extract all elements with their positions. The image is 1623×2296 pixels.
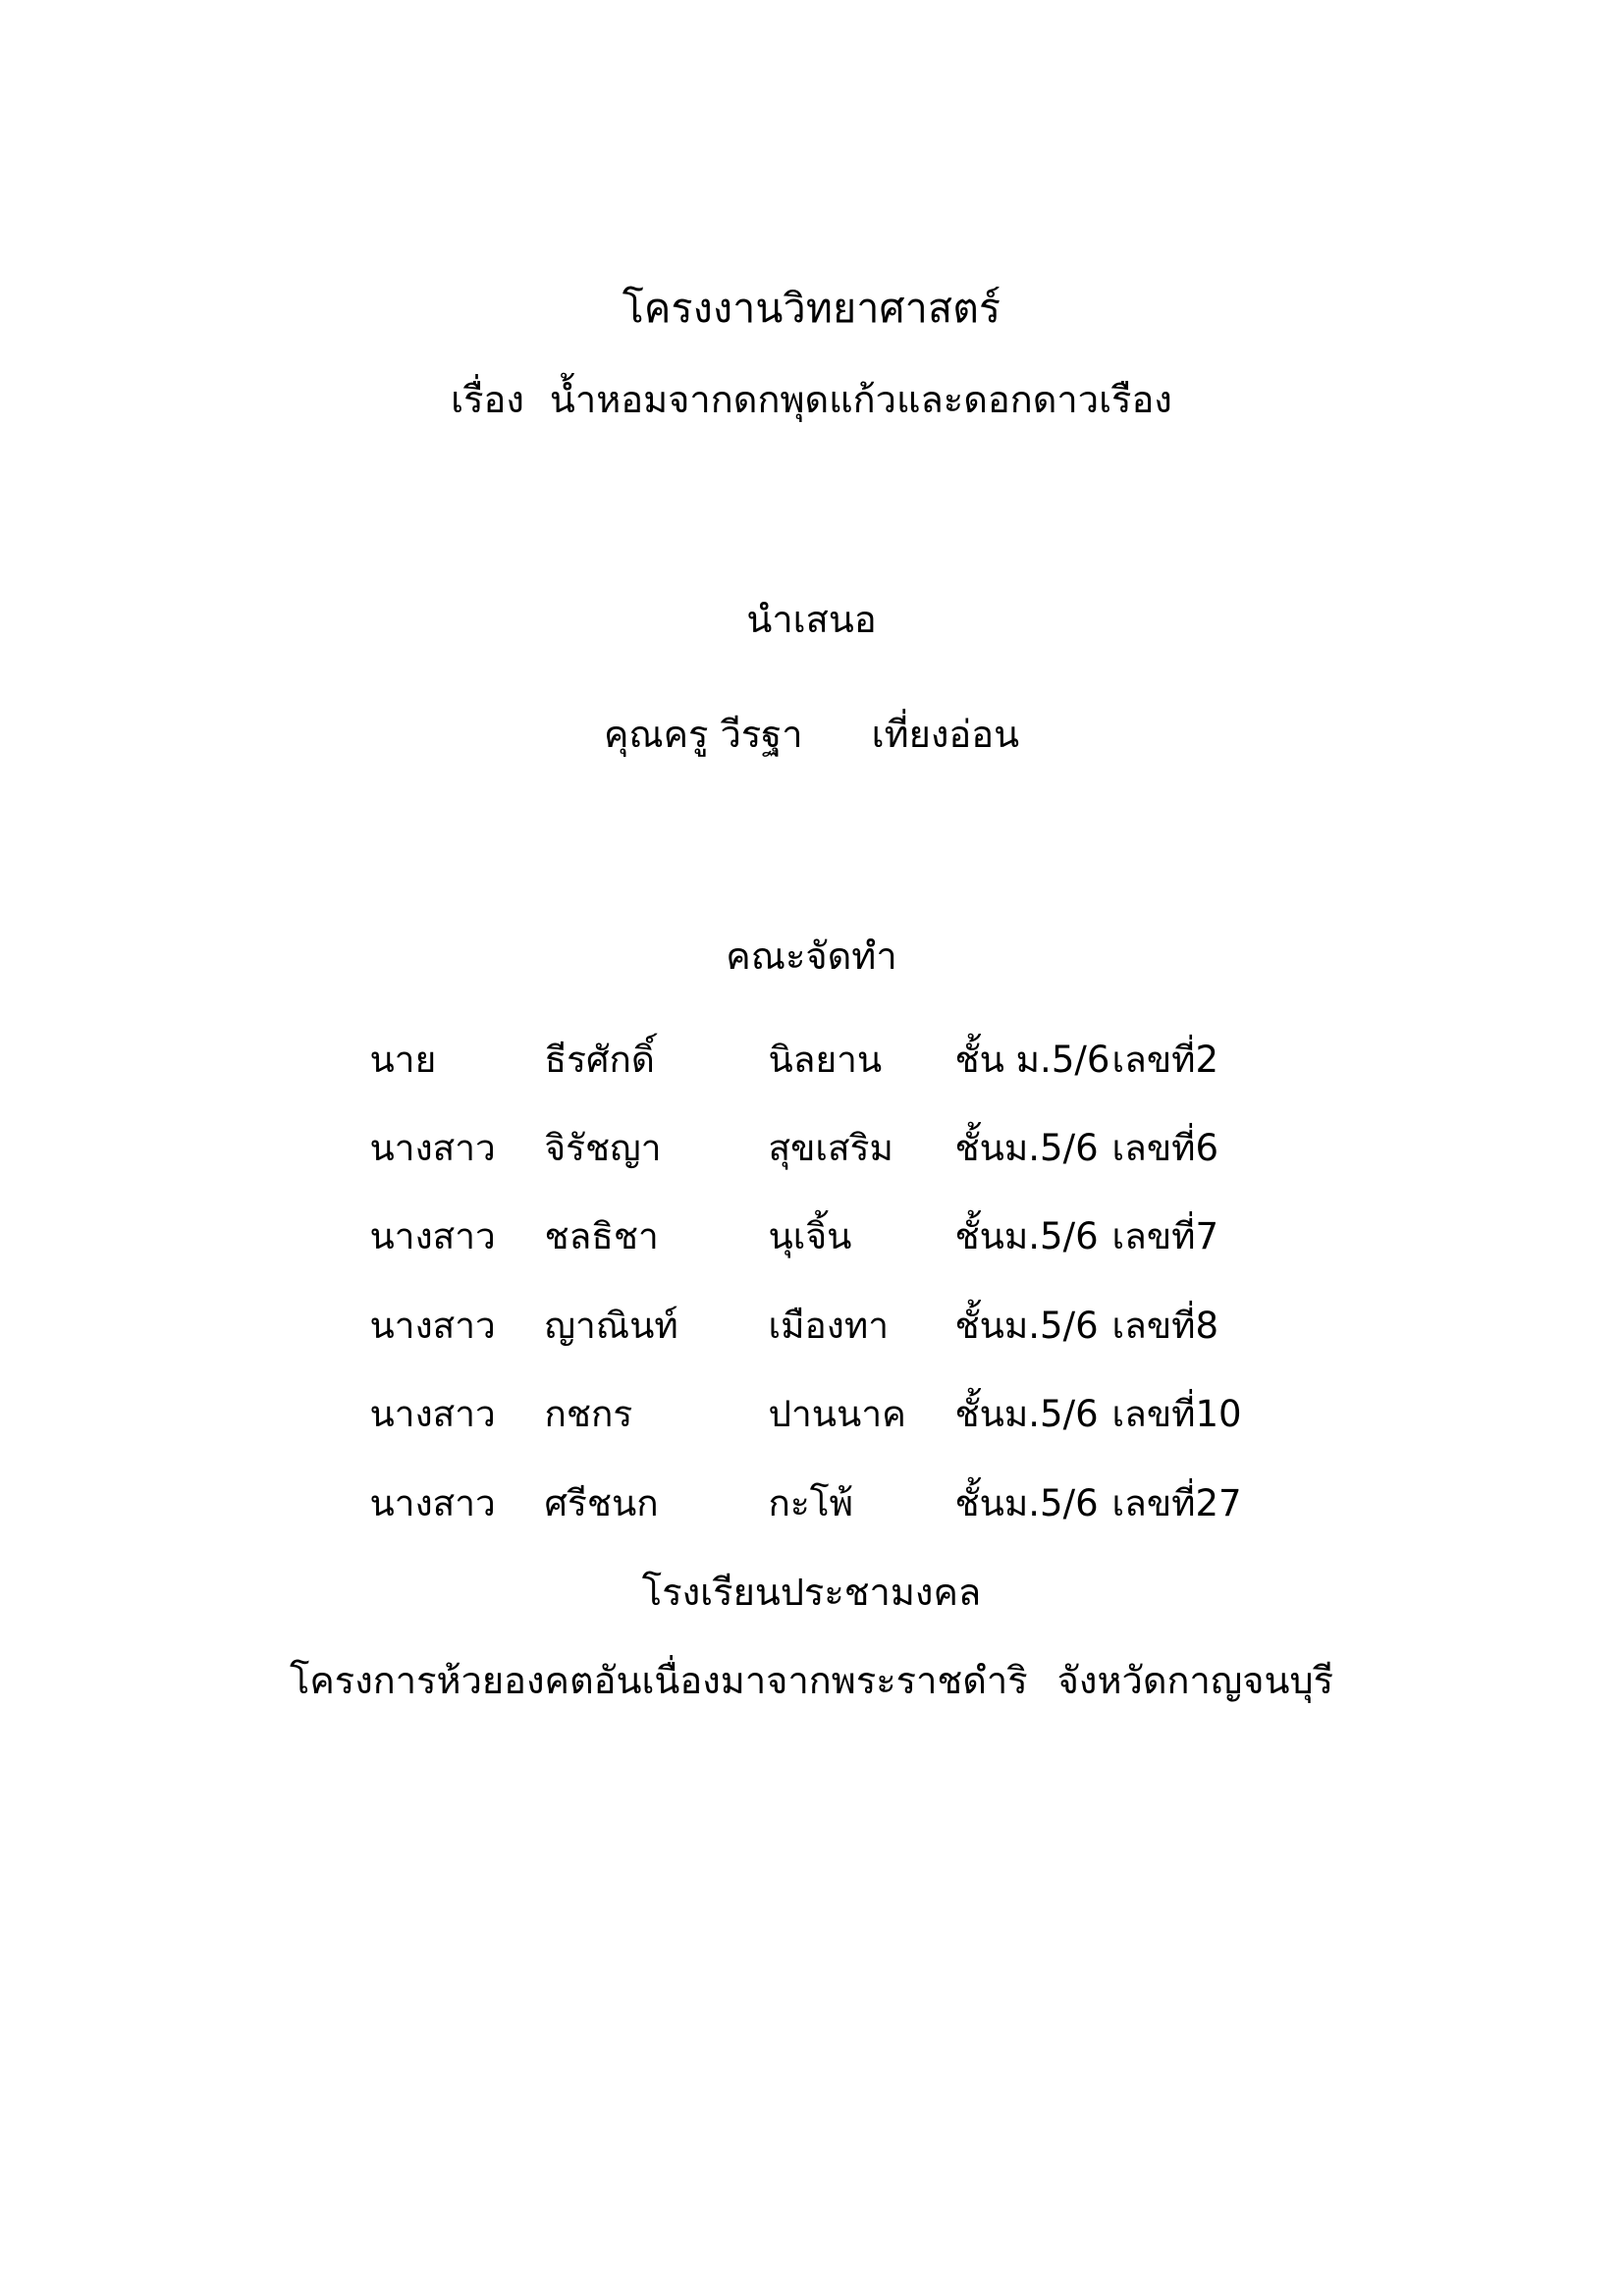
member-title: นางสาว [369, 1215, 496, 1258]
member-number: เลขที่27 [1111, 1481, 1242, 1524]
member-title: นางสาว [369, 1304, 496, 1347]
member-classroom: ชั้นม.5/6 [954, 1126, 1099, 1169]
member-title: นางสาว [369, 1481, 496, 1524]
team-label: คณะจัดทำ [726, 934, 897, 978]
member-number: เลขที่10 [1111, 1393, 1242, 1436]
member-firstname: ชลธิชา [544, 1215, 659, 1258]
member-classroom: ชั้นม.5/6 [954, 1481, 1099, 1524]
member-number: เลขที่8 [1111, 1304, 1219, 1347]
list-item [370, 1393, 1254, 1436]
member-lastname: นิลยาน [768, 1038, 883, 1081]
project-location-line [0, 1659, 1623, 1704]
member-lastname: ปานนาค [768, 1393, 906, 1436]
project-name: โครงการห้วยองคตอันเนื่องมาจากพระราชดำริ [289, 1658, 1028, 1702]
member-title: นางสาว [369, 1126, 496, 1169]
member-number: เลขที่2 [1111, 1038, 1219, 1081]
list-item [370, 1039, 1254, 1082]
member-list [370, 1039, 1254, 1525]
teacher-lastname: เที่ยงอ่อน [871, 713, 1020, 757]
member-firstname: ธีรศักดิ์ [544, 1038, 655, 1081]
list-item [370, 1215, 1254, 1258]
member-classroom: ชั้นม.5/6 [954, 1215, 1099, 1258]
presented-to-label: นำเสนอ [746, 597, 877, 641]
page-title: โครงงานวิทยาศาสตร์ [622, 285, 1001, 332]
list-item [370, 1482, 1254, 1525]
member-classroom: ชั้นม.5/6 [954, 1393, 1099, 1436]
member-classroom: ชั้นม.5/6 [954, 1304, 1099, 1347]
member-number: เลขที่7 [1111, 1215, 1219, 1258]
member-firstname: จิรัชญา [544, 1126, 662, 1169]
member-lastname: กะโพ้ [768, 1481, 854, 1524]
vertical-spacer [0, 423, 1623, 598]
member-firstname: กชกร [544, 1393, 633, 1436]
list-item [370, 1127, 1254, 1170]
member-lastname: เมืองทา [768, 1304, 889, 1347]
member-number: เลขที่6 [1111, 1126, 1219, 1169]
member-title: นางสาว [369, 1393, 496, 1436]
member-lastname: สุขเสริม [768, 1126, 893, 1169]
member-classroom: ชั้น ม.5/6 [954, 1038, 1110, 1081]
teacher-name: คุณครู วีรฐา [603, 713, 803, 757]
member-firstname: ศรีชนก [544, 1481, 659, 1524]
subject-line [0, 378, 1623, 423]
province-name: จังหวัดกาญจนบุรี [1056, 1658, 1334, 1702]
subject-value: น้ำหอมจากดกพุดแก้วและดอกดาวเรือง [549, 378, 1172, 422]
member-lastname: นุเจิ้น [768, 1215, 852, 1258]
cover-page-content [0, 285, 1623, 1703]
teacher-line [0, 713, 1623, 758]
subject-label: เรื่อง [451, 378, 524, 422]
member-title: นาย [369, 1038, 437, 1081]
school-name: โรงเรียนประชามงคล [641, 1570, 982, 1614]
vertical-spacer [0, 758, 1623, 934]
member-firstname: ญาณินท์ [544, 1304, 678, 1347]
list-item [370, 1305, 1254, 1348]
